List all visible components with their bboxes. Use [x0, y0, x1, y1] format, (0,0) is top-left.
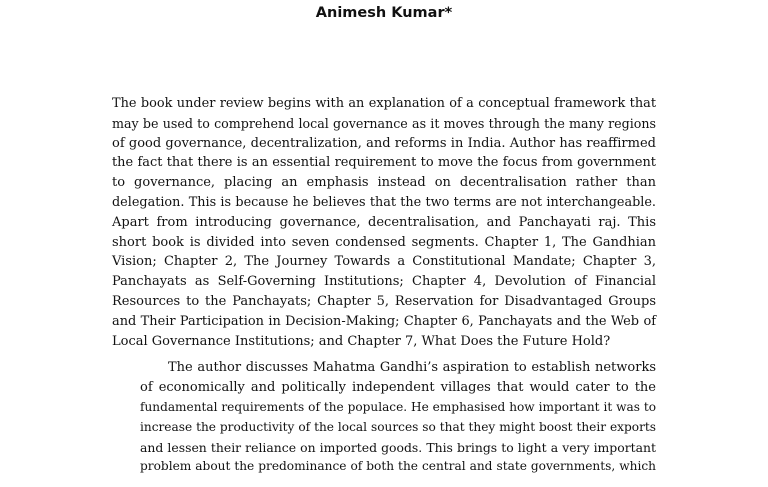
text-line: Panchayats as Self-Governing Institutions; Chapter 4, Devolution of Financial — [112, 274, 656, 290]
paragraph-2 — [112, 358, 656, 477]
text-line: problem about the predominance of both the central and state governments, which — [140, 459, 656, 474]
text-line: Resources to the Panchayats; Chapter 5, Reservation for Disadvantaged Groups — [112, 293, 656, 309]
text-line: of economically and politically independent villages that would cater to the — [140, 380, 656, 396]
text-line: of good governance, decentralization, and reforms in India. Author has reaffirmed — [112, 135, 656, 151]
text-line: may be used to comprehend local governance as it moves through the many regions — [112, 115, 656, 131]
paragraph-1 — [112, 94, 656, 351]
text-line: Vision; Chapter 2, The Journey Towards a Constitutional Mandate; Chapter 3, — [112, 254, 656, 270]
text-line: short book is divided into seven condensed segments. Chapter 1, The Gandhian — [112, 234, 656, 250]
author-name: Animesh Kumar* — [315, 5, 453, 21]
text-line: Local Governance Institutions; and Chapter 7, What Does the Future Hold? — [112, 333, 611, 349]
text-line: The author discusses Mahatma Gandhi’s aspiration to establish networks — [168, 360, 656, 376]
text-line: the fact that there is an essential requirement to move the focus from government — [112, 155, 656, 171]
text-line: and lessen their reliance on imported goods. This brings to light a very important — [140, 439, 656, 455]
text-line: Apart from introducing governance, decentralisation, and Panchayati raj. This — [112, 214, 656, 230]
text-line: and Their Participation in Decision-Making; Chapter 6, Panchayats and the Web of — [112, 313, 656, 329]
text-line: fundamental requirements of the populace. He emphasised how important it was to — [140, 399, 656, 414]
review-body — [112, 94, 656, 477]
text-line: delegation. This is because he believes that the two terms are not interchangeable. — [112, 194, 656, 210]
text-line: to governance, placing an emphasis instead on decentralisation rather than — [112, 175, 656, 191]
text-line: The book under review begins with an explanation of a conceptual framework that — [112, 96, 656, 111]
text-line: increase the productivity of the local sources so that they might boost their exports — [140, 419, 656, 434]
